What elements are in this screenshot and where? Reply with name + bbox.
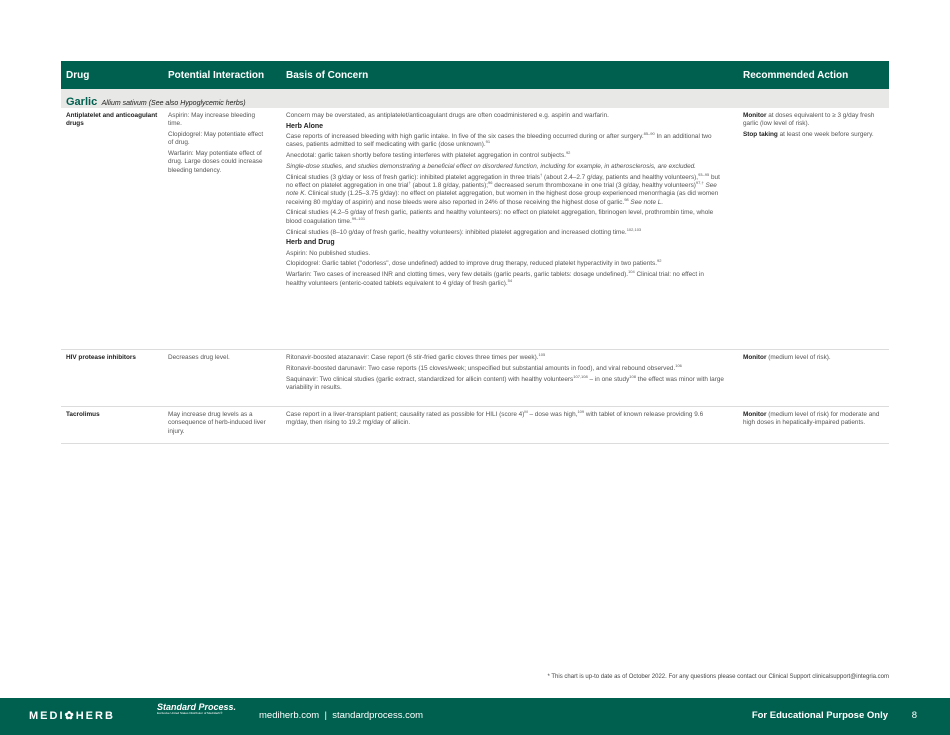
- drug-name: Antiplatelet and anticoagulant drugs: [66, 112, 158, 128]
- text: Clinical trial: no effect in healthy volunteers (enteric-coated tablets equivalent to 4 g/day of fresh garlic).: [286, 271, 704, 287]
- paragraph: [286, 250, 726, 258]
- citation: 97,†: [695, 180, 704, 186]
- bold-text: Monitor: [743, 112, 767, 119]
- text: Clopidogrel: Garlic tablet ("odorless", dose undefined) added to improve drug therapy, reduced platelet hyperactivity in two patients.: [286, 260, 658, 268]
- paragraph: [286, 373, 726, 393]
- citation: 92: [565, 150, 571, 156]
- basis-of-concern: [286, 112, 726, 290]
- standard-process-logo-text: Standard Process.: [157, 702, 237, 712]
- page-number: 8: [911, 710, 917, 721]
- italic-text: See note K.: [286, 182, 717, 198]
- paragraph: [286, 171, 726, 207]
- herb-latin: Allium sativum (See also Hypoglycemic herbs): [101, 100, 246, 107]
- header-interaction: Potential Interaction: [168, 70, 265, 81]
- recommended-action: [743, 411, 883, 430]
- recommended-action: [743, 354, 883, 365]
- citation: 109: [577, 409, 585, 414]
- text: Clinical study (1.25–3.75 g/day): no effect on platelet aggregation, but women in the highest dose group experienced menorrhagia (as did women receiving 80 mg/day of aspirin) and nose bleeds were also reported in 24% of those receiving the highest dose of garlic.: [286, 190, 719, 206]
- text: at least one week before surgery.: [777, 131, 874, 139]
- drug-name: HIV protease inhibitors: [66, 354, 136, 361]
- text: (medium level of risk) for moderate and high doses in hepatically-impaired patients.: [743, 411, 880, 427]
- paragraph: [286, 152, 726, 160]
- table-row: [61, 350, 889, 407]
- text: In an additional two cases, patients admitted to self medicating with garlic (dose unknown).: [286, 133, 712, 149]
- text: at doses equivalent to ≥ 3 g/day fresh garlic (low level of risk).: [743, 112, 875, 128]
- recommended-action: [743, 112, 883, 142]
- citation: 108: [629, 373, 636, 379]
- paragraph: [286, 209, 726, 226]
- citation: 92: [657, 258, 662, 264]
- citation: 54: [507, 277, 513, 283]
- paragraph: [286, 133, 726, 150]
- text: Concern may be overstated, as antiplatelet/anticoagulant drugs are often coadministered e.g. aspirin and warfarin.: [286, 112, 609, 119]
- interaction-text: Clopidogrel: May potentiate effect of drug.: [168, 131, 264, 147]
- paragraph: [743, 131, 883, 139]
- text: the effect was minor with large variability in results.: [286, 375, 724, 391]
- basis-of-concern: [286, 411, 726, 430]
- paragraph: [286, 112, 726, 120]
- citation: M: [524, 409, 528, 414]
- citation: 85–90: [643, 131, 655, 137]
- paragraph: [743, 112, 883, 129]
- text: Warfarin: Two cases of increased INR and clotting times, very few details (garlic pearls, garlic tablets: dosage undefined).: [286, 271, 629, 279]
- standard-process-logo: [157, 703, 236, 716]
- educational-notice: For Educational Purpose Only: [751, 710, 888, 721]
- text: – dose was high,: [527, 411, 578, 418]
- basis-of-concern: [286, 354, 726, 395]
- bold-text: Stop taking: [743, 131, 778, 139]
- potential-interaction: [168, 354, 268, 365]
- citation: 96: [488, 180, 493, 186]
- paragraph: [286, 226, 726, 237]
- bold-text: Monitor: [743, 411, 767, 418]
- table-header: [61, 61, 889, 89]
- basis-subheading: Herb Alone: [286, 122, 324, 130]
- paragraph: [286, 260, 726, 268]
- text: Saquinavir: Two clinical studies (garlic extract, standardized for allicin content) with healthy volunteers: [286, 375, 574, 383]
- text: (about 2.4–2.7 g/day, patients and healthy volunteers),: [542, 173, 699, 181]
- text: decreased serum thromboxane in one trial (3 g/day, healthy volunteers): [492, 182, 696, 190]
- herb-name: Garlic: [66, 96, 98, 108]
- citation: 105: [538, 352, 546, 357]
- potential-interaction: [168, 112, 268, 178]
- footer-links[interactable]: mediherb.com | standardprocess.com: [259, 710, 424, 721]
- interaction-text: May increase drug levels as a consequence of herb-induced liver injury.: [168, 411, 266, 435]
- citation: †: [539, 171, 543, 177]
- text: Ritonavir-boosted darunavir: Two case reports (15 cloves/week; unspecified but substantial amounts in food), and viral rebound observed.: [286, 364, 676, 372]
- paragraph: [286, 411, 726, 428]
- italic-text: See note L.: [628, 198, 664, 206]
- mediherb-logo: MEDI✿HERB: [29, 710, 115, 722]
- citation: 93–95: [698, 171, 710, 177]
- standard-process-tagline: Exclusive United States Distributor of MediHerb®: [157, 711, 223, 715]
- text: Aspirin: No published studies.: [286, 249, 371, 257]
- paragraph: [743, 354, 883, 362]
- header-drug: Drug: [66, 70, 90, 81]
- footnote: * This chart is up-to date as of October 2022. For any questions please contact our Clinical Support clinicalsupport@integria.com: [547, 674, 889, 680]
- text: – in one study: [587, 375, 630, 383]
- text: Clinical studies (4.2–5 g/day of fresh garlic, patients and healthy volunteers): no effect on platelet aggregation, fibrinogen level, prothrombin time, whole blood coagulation time.: [286, 209, 714, 225]
- text: with tablet of known release providing 9.6 mg/day, then rising to 19.2 mg/day of allicin.: [286, 411, 704, 427]
- paragraph: [286, 271, 726, 288]
- paragraph: [286, 354, 726, 362]
- basis-subheading: Herb and Drug: [286, 239, 335, 247]
- text: Case report in a liver-transplant patient; causality rated as possible for HILI (score 4): [286, 411, 525, 418]
- citation: 98: [624, 196, 629, 202]
- citation: 104: [628, 269, 635, 275]
- text: Case reports of increased bleeding with high garlic intake. In five of the six cases the bleeding occurred during or after surgery.: [286, 133, 644, 141]
- citation: 106: [675, 362, 682, 368]
- interaction-text: Aspirin: May increase bleeding time.: [168, 112, 256, 128]
- interaction-text: Decreases drug level.: [168, 354, 230, 361]
- text: but no effect on platelet aggregation in one trial: [286, 173, 720, 190]
- drug-name: Tacrolimus: [66, 411, 100, 418]
- italic-text: Single-dose studies, and studies demonstrating a beneficial effect on disordered function, including for example, in atherosclerosis, are excluded.: [286, 162, 696, 170]
- table-row: [61, 108, 889, 350]
- text: (about 1.8 g/day, patients);: [410, 182, 489, 190]
- interaction-text: Warfarin: May potentiate effect of drug. Large doses could increase bleeding tendency.: [168, 150, 263, 174]
- header-basis: Basis of Concern: [286, 70, 369, 81]
- text: (medium level of risk).: [766, 354, 831, 361]
- footer-bar: [0, 698, 950, 735]
- text: Clinical studies (3 g/day or less of fresh garlic): inhibited platelet aggregation in three trials: [286, 173, 540, 181]
- text: Anecdotal: garlic taken shortly before testing interferes with platelet aggregation in control subjects.: [286, 152, 566, 160]
- bold-text: Monitor: [743, 354, 767, 361]
- citation: †: [408, 180, 411, 186]
- interaction-table: [61, 61, 889, 444]
- potential-interaction: [168, 411, 268, 438]
- citation: 107,108: [573, 373, 588, 379]
- paragraph: [743, 411, 883, 428]
- herb-band: [61, 89, 889, 108]
- citation: 91: [485, 139, 491, 145]
- header-action: Recommended Action: [743, 70, 849, 81]
- table-row: [61, 407, 889, 444]
- paragraph: [286, 163, 726, 171]
- text: Clinical studies (8–10 g/day of fresh garlic, healthy volunteers): inhibited platelet aggregation and increased clotting time.: [286, 228, 627, 236]
- citation: 102,103: [626, 226, 642, 232]
- paragraph: [286, 362, 726, 373]
- citation: 99–101: [351, 215, 366, 221]
- text: Ritonavir-boosted atazanavir: Case report (6 stir-fried garlic cloves three times per week).: [286, 354, 539, 361]
